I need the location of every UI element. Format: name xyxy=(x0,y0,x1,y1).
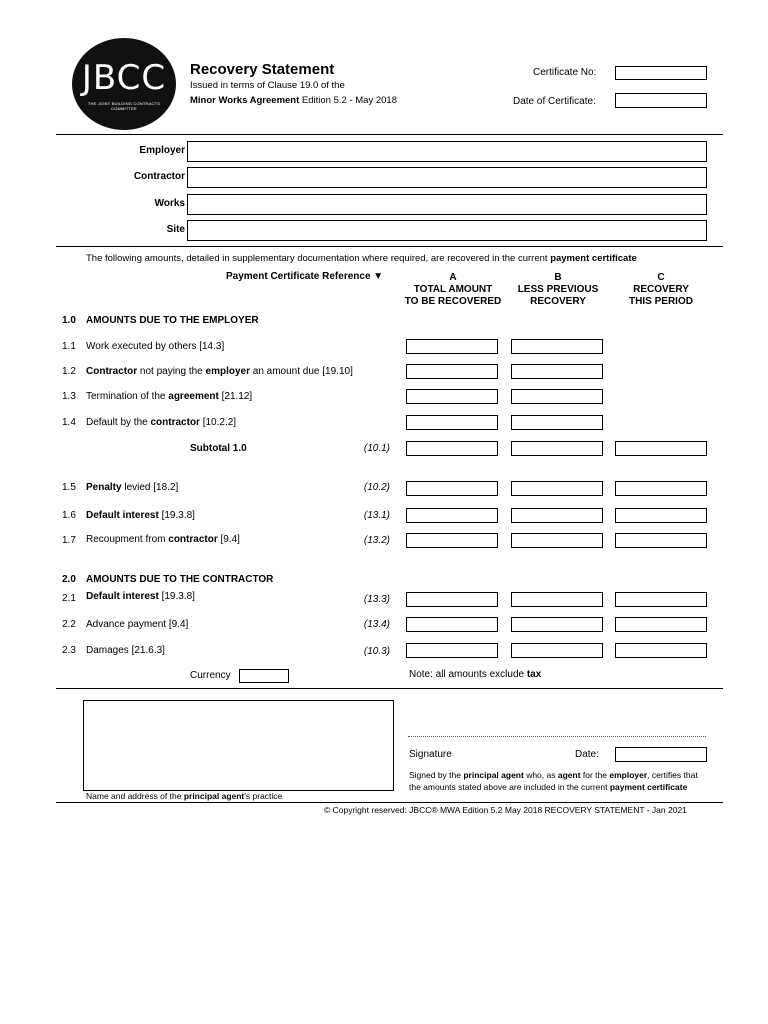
section-2-number: 2.0 xyxy=(62,574,76,585)
divider xyxy=(56,134,723,135)
tax-note-text: Note: all amounts exclude xyxy=(409,669,527,680)
date-label: Date: xyxy=(575,749,599,760)
cert-line2-bold: payment certificate xyxy=(609,782,688,792)
row-reference: (13.1) xyxy=(363,510,390,521)
column-c-line1: RECOVERY xyxy=(633,284,689,295)
label-segment: Damages [21.6.3] xyxy=(86,645,165,656)
caption-bold: principal agent xyxy=(183,791,245,801)
row-1-6-total-amount-field[interactable] xyxy=(406,508,498,523)
label-segment: for the xyxy=(580,770,610,780)
column-b-header xyxy=(503,272,613,308)
row-1-4-previous-recovery-field[interactable] xyxy=(511,415,603,430)
date-of-certificate-label: Date of Certificate: xyxy=(513,96,596,107)
column-b-line1: LESS PREVIOUS xyxy=(517,284,599,295)
column-a-line2: TO BE RECOVERED xyxy=(404,296,502,307)
row-2-1-total-amount-field[interactable] xyxy=(406,592,498,607)
label-bold-segment: Default interest xyxy=(86,591,159,602)
section-1-number: 1.0 xyxy=(62,315,76,326)
row-reference: (13.2) xyxy=(363,535,390,546)
label-segment: not paying the xyxy=(137,366,206,377)
works-label: Works xyxy=(154,198,185,209)
row-label xyxy=(86,482,178,493)
row-label xyxy=(86,619,188,630)
principal-agent-caption xyxy=(86,791,282,801)
row-reference: (10.3) xyxy=(363,646,390,657)
tax-note-bold: tax xyxy=(526,669,542,680)
row-number: 1.1 xyxy=(62,341,76,352)
row-1-2-total-amount-field[interactable] xyxy=(406,364,498,379)
site-field[interactable] xyxy=(187,220,707,241)
caption-post: 's practice xyxy=(244,791,283,801)
currency-field[interactable] xyxy=(239,669,289,683)
row-reference: (13.4) xyxy=(363,619,390,630)
row-2-2-total-amount-field[interactable] xyxy=(406,617,498,632)
label-segment: [21.12] xyxy=(218,391,253,402)
divider xyxy=(56,246,723,247)
subtotal-recovery-this-period-field[interactable] xyxy=(615,441,707,456)
intro-bold: payment certificate xyxy=(550,253,637,264)
tax-note xyxy=(409,669,541,680)
row-1-7-total-amount-field[interactable] xyxy=(406,533,498,548)
label-segment: Termination of the xyxy=(86,391,169,402)
signature-date-field[interactable] xyxy=(615,747,707,762)
label-segment: Recoupment from xyxy=(86,534,169,545)
caption-pre: Name and address of the xyxy=(86,791,184,801)
agreement-edition: Edition 5.2 - May 2018 xyxy=(299,95,397,106)
label-segment: an amount due [19.10] xyxy=(249,366,353,377)
row-2-3-previous-recovery-field[interactable] xyxy=(511,643,603,658)
copyright-notice: © Copyright reserved: JBCC® MWA Edition 5.2 May 2018 RECOVERY STATEMENT - Jan 2021 xyxy=(324,805,687,815)
row-2-1-previous-recovery-field[interactable] xyxy=(511,592,603,607)
column-b-line2: RECOVERY xyxy=(530,296,586,307)
employer-field[interactable] xyxy=(187,141,707,162)
label-bold-segment: agreement xyxy=(168,391,219,402)
page-title: Recovery Statement xyxy=(190,61,335,78)
row-number: 2.1 xyxy=(62,593,76,604)
signature-label: Signature xyxy=(409,749,452,760)
employer-label: Employer xyxy=(139,145,185,156)
row-1-6-previous-recovery-field[interactable] xyxy=(511,508,603,523)
divider xyxy=(56,802,723,803)
label-segment: levied [18.2] xyxy=(121,482,179,493)
intro-text xyxy=(86,253,637,264)
row-1-5-previous-recovery-field[interactable] xyxy=(511,481,603,496)
label-segment: [10.2.2] xyxy=(199,417,237,428)
row-label xyxy=(86,417,236,428)
row-label xyxy=(86,366,353,377)
clause-line: Issued in terms of Clause 19.0 of the xyxy=(190,80,345,91)
column-a-header xyxy=(398,272,508,308)
certificate-no-field[interactable] xyxy=(615,66,707,80)
row-label xyxy=(86,391,252,402)
row-1-2-previous-recovery-field[interactable] xyxy=(511,364,603,379)
subtotal-label: Subtotal 1.0 xyxy=(190,443,247,454)
row-number: 1.7 xyxy=(62,535,76,546)
row-label xyxy=(86,591,195,602)
row-1-5-recovery-this-period-field[interactable] xyxy=(615,481,707,496)
label-segment: [19.3.8] xyxy=(158,591,195,602)
row-1-1-total-amount-field[interactable] xyxy=(406,339,498,354)
row-number: 2.2 xyxy=(62,619,76,630)
label-segment: Signed by the xyxy=(409,770,464,780)
divider xyxy=(56,688,723,689)
certification-line-1 xyxy=(409,770,698,780)
label-bold-segment: Default interest xyxy=(86,510,159,521)
row-1-1-previous-recovery-field[interactable] xyxy=(511,339,603,354)
row-1-3-total-amount-field[interactable] xyxy=(406,389,498,404)
row-label xyxy=(86,645,165,656)
label-segment: who, as xyxy=(523,770,558,780)
row-1-5-total-amount-field[interactable] xyxy=(406,481,498,496)
section-1-title: AMOUNTS DUE TO THE EMPLOYER xyxy=(86,315,259,326)
payment-certificate-reference-label: Payment Certificate Reference ▼ xyxy=(226,271,384,282)
cert-line2-text: the amounts stated above are included in the current xyxy=(409,782,610,792)
label-bold-segment: employer xyxy=(205,366,250,377)
subtotal-reference: (10.1) xyxy=(363,443,390,454)
row-1-7-previous-recovery-field[interactable] xyxy=(511,533,603,548)
row-2-1-recovery-this-period-field[interactable] xyxy=(615,592,707,607)
certificate-no-label: Certificate No: xyxy=(533,67,597,78)
column-c-letter: C xyxy=(657,272,665,283)
row-label xyxy=(86,534,240,545)
row-number: 1.2 xyxy=(62,366,76,377)
row-number: 1.3 xyxy=(62,391,76,402)
label-segment: [9.4] xyxy=(217,534,240,545)
intro-plain: The following amounts, detailed in supplementary documentation where required, are recovered in the current xyxy=(86,253,551,264)
signature-line[interactable] xyxy=(408,736,706,737)
row-2-2-recovery-this-period-field[interactable] xyxy=(615,617,707,632)
row-number: 1.6 xyxy=(62,510,76,521)
logo-tagline: THE JOINT BUILDING CONTRACTS COMMITTEE xyxy=(87,101,161,111)
column-c-line2: THIS PERIOD xyxy=(629,296,693,307)
subtotal-previous-recovery-field[interactable] xyxy=(511,441,603,456)
logo-text: JBCC xyxy=(81,58,167,98)
subtotal-total-amount-field[interactable] xyxy=(406,441,498,456)
label-bold-segment: Penalty xyxy=(86,482,122,493)
site-label: Site xyxy=(166,224,185,235)
label-bold-segment: contractor xyxy=(150,417,200,428)
jbcc-logo xyxy=(72,38,176,130)
label-bold-segment: Contractor xyxy=(86,366,138,377)
section-2-title: AMOUNTS DUE TO THE CONTRACTOR xyxy=(86,574,274,585)
row-1-7-recovery-this-period-field[interactable] xyxy=(615,533,707,548)
column-a-line1: TOTAL AMOUNT xyxy=(413,284,493,295)
label-bold-segment: principal agent xyxy=(463,770,524,780)
contractor-label: Contractor xyxy=(133,171,185,182)
column-a-letter: A xyxy=(449,272,457,283)
row-number: 1.4 xyxy=(62,417,76,428)
label-segment: , certifies that xyxy=(647,770,698,780)
row-reference: (10.2) xyxy=(363,482,390,493)
label-segment: Advance payment [9.4] xyxy=(86,619,189,630)
label-segment: Default by the xyxy=(86,417,151,428)
row-number: 2.3 xyxy=(62,645,76,656)
row-1-4-total-amount-field[interactable] xyxy=(406,415,498,430)
currency-label: Currency xyxy=(190,670,231,681)
principal-agent-address-box[interactable] xyxy=(83,700,394,791)
agreement-name: Minor Works Agreement xyxy=(190,95,300,106)
row-2-2-previous-recovery-field[interactable] xyxy=(511,617,603,632)
row-1-6-recovery-this-period-field[interactable] xyxy=(615,508,707,523)
row-1-3-previous-recovery-field[interactable] xyxy=(511,389,603,404)
column-b-letter: B xyxy=(554,272,562,283)
row-reference: (13.3) xyxy=(363,594,390,605)
contractor-field[interactable] xyxy=(187,167,707,188)
certification-line-2 xyxy=(409,782,687,792)
row-label xyxy=(86,341,224,352)
date-of-certificate-field[interactable] xyxy=(615,93,707,108)
label-segment: Work executed by others [14.3] xyxy=(86,341,225,352)
row-label xyxy=(86,510,195,521)
row-2-3-recovery-this-period-field[interactable] xyxy=(615,643,707,658)
column-c-header xyxy=(606,272,716,308)
works-field[interactable] xyxy=(187,194,707,215)
row-2-3-total-amount-field[interactable] xyxy=(406,643,498,658)
label-bold-segment: employer xyxy=(609,770,648,780)
label-segment: [19.3.8] xyxy=(158,510,195,521)
label-bold-segment: contractor xyxy=(168,534,218,545)
agreement-line xyxy=(190,95,397,106)
label-bold-segment: agent xyxy=(557,770,581,780)
row-number: 1.5 xyxy=(62,482,76,493)
